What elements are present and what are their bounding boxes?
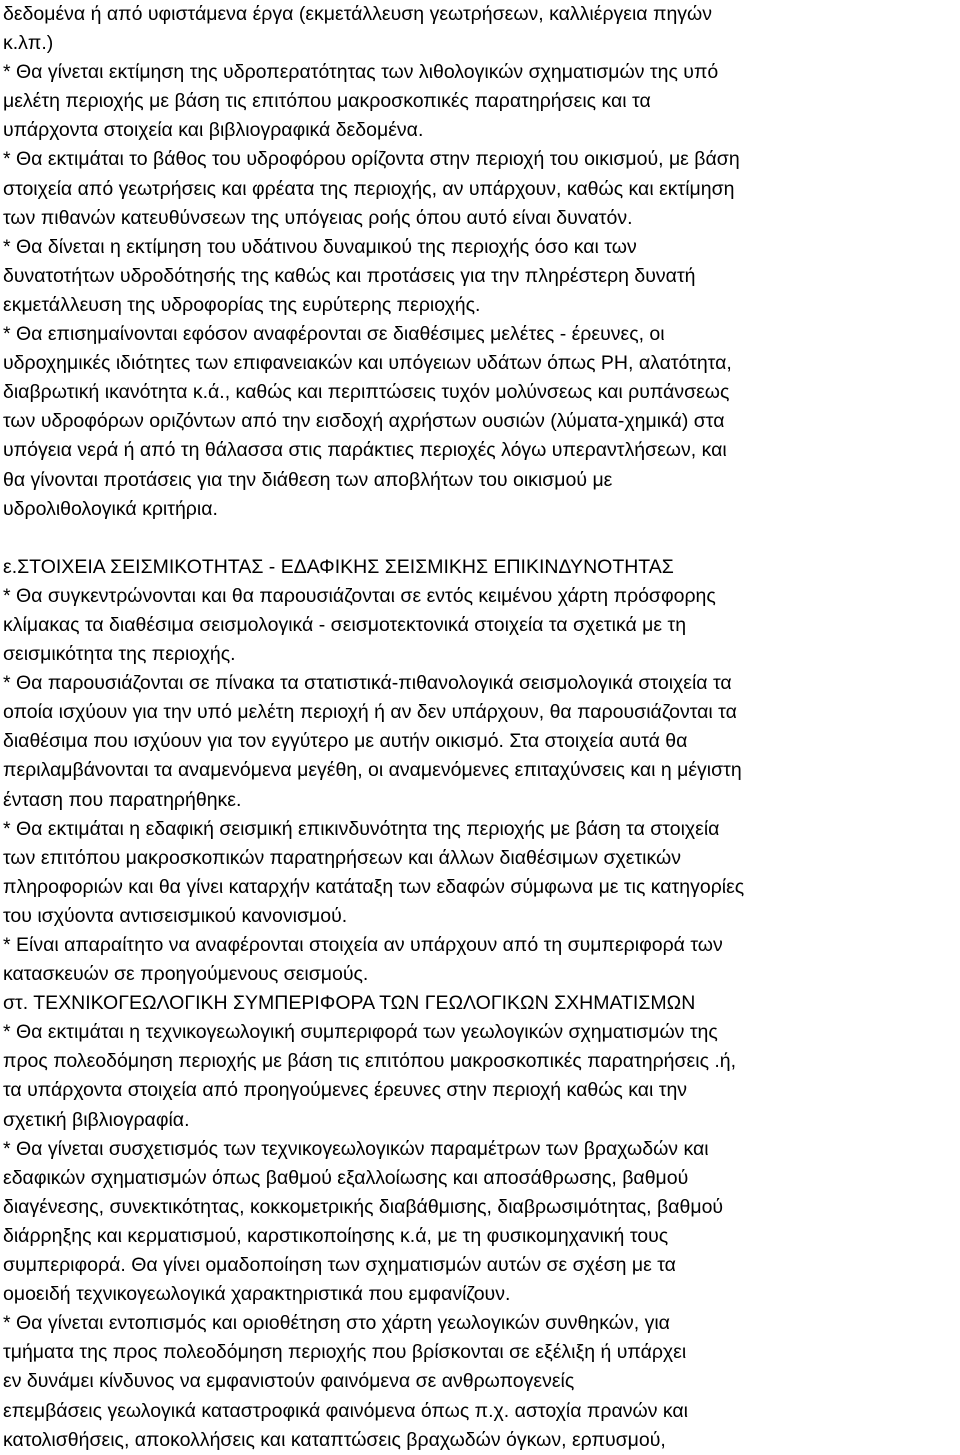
text-line: των επιτόπου μακροσκοπικών παρατηρήσεων και άλλων διαθέσιμων σχετικών bbox=[3, 846, 681, 869]
text-line: * Είναι απαραίτητο να αναφέρονται στοιχεία αν υπάρχουν από τη συμπεριφορά των bbox=[3, 934, 723, 956]
text-line: * Θα γίνεται εντοπισμός και οριοθέτηση στο χάρτη γεωλογικών συνθηκών, για bbox=[3, 1312, 670, 1335]
groundwater-section bbox=[3, 0, 959, 524]
text-line: * Θα παρουσιάζονται σε πίνακα τα στατιστικά-πιθανολογικά σεισμολογικά στοιχεία τα bbox=[3, 672, 732, 695]
seismicity-and-geotechnical-section bbox=[3, 553, 959, 1455]
text-line: των πιθανών κατευθύνσεων της υπόγειας ροής όπου αυτό είναι δυνατόν. bbox=[3, 206, 633, 229]
text-line: ένταση που παρατηρήθηκε. bbox=[3, 788, 242, 811]
text-line: θα γίνονται προτάσεις για την διάθεση των αποβλήτων του οικισμού με bbox=[3, 468, 613, 491]
text-line: κατολισθήσεις, αποκολλήσεις και καταπτώσεις βραχωδών όγκων, ερπυσμού, bbox=[3, 1428, 666, 1451]
text-line: * Θα συγκεντρώνονται και θα παρουσιάζονται σε εντός κειμένου χάρτη πρόσφορης bbox=[3, 584, 716, 607]
text-line: υδροχημικές ιδιότητες των επιφανειακών και υπόγειων υδάτων όπως PH, αλατότητα, bbox=[3, 352, 732, 375]
text-line: στ. ΤΕΧΝΙΚΟΓΕΩΛΟΓΙΚΗ ΣΥΜΠΕΡΙΦΟΡΑ ΤΩΝ ΓΕΩΛΟΓΙΚΩΝ ΣΧΗΜΑΤΙΣΜΩΝ bbox=[3, 992, 696, 1015]
text-line: * Θα επισημαίνονται εφόσον αναφέρονται σε διαθέσιμες μελέτες - έρευνες, οι bbox=[3, 323, 665, 346]
text-line: διαγένεσης, συνεκτικότητας, κοκκομετρικής διαβάθμισης, διαβρωσιμότητας, βαθμού bbox=[3, 1195, 724, 1218]
text-line: επεμβάσεις γεωλογικά καταστροφικά φαινόμενα όπως π.χ. αστοχία πρανών και bbox=[3, 1399, 689, 1422]
text-line: περιλαμβάνονται τα αναμενόμενα μεγέθη, οι αναμενόμενες επιταχύνσεις και η μέγιστη bbox=[3, 759, 742, 782]
text-line: προς πολεοδόμηση περιοχής με βάση τις επιτόπου μακροσκοπικές παρατηρήσεις .ή, bbox=[3, 1050, 737, 1073]
text-line: κατασκευών σε προηγούμενους σεισμούς. bbox=[3, 963, 369, 986]
text-line: * Θα δίνεται η εκτίμηση του υδάτινου δυναμικού της περιοχής όσο και των bbox=[3, 235, 637, 258]
text-line: κ.λπ.) bbox=[3, 32, 54, 55]
text-line: εδαφικών σχηματισμών όπως βαθμού εξαλλοίωσης και αποσάθρωσης, βαθμού bbox=[3, 1166, 689, 1189]
text-line: ε.ΣΤΟΙΧΕΙΑ ΣΕΙΣΜΙΚΟΤΗΤΑΣ - ΕΔΑΦΙΚΗΣ ΣΕΙΣΜΙΚΗΣ ΕΠΙΚΙΝΔΥΝΟΤΗΤΑΣ bbox=[3, 555, 674, 578]
text-line: δεδομένα ή από υφιστάμενα έργα (εκμετάλλευση γεωτρήσεων, καλλιέργεια πηγών bbox=[3, 3, 713, 25]
text-line: διαθέσιμα που ισχύουν για τον εγγύτερο με αυτήν οικισμό. Στα στοιχεία αυτά θα bbox=[3, 730, 688, 753]
text-line: διάρρηξης και κερματισμού, καρστικοποίησης κ.ά, με τη φυσικομηχανική τους bbox=[3, 1224, 669, 1247]
text-line: υπάρχοντα στοιχεία και βιβλιογραφικά δεδομένα. bbox=[3, 119, 424, 142]
text-line: * Θα εκτιμάται η εδαφική σεισμική επικινδυνότητα της περιοχής με βάση τα στοιχεία bbox=[3, 817, 720, 840]
text-line: * Θα εκτιμάται η τεχνικογεωλογική συμπεριφορά των γεωλογικών σχηματισμών της bbox=[3, 1021, 718, 1044]
text-line: τμήματα της προς πολεοδόμηση περιοχής που βρίσκονται σε εξέλιξη ή υπάρχει bbox=[3, 1341, 687, 1364]
text-line: διαβρωτική ικανότητα κ.ά., καθώς και περιπτώσεις τυχόν μολύνσεως και ρυπάνσεως bbox=[3, 381, 730, 404]
text-line: στοιχεία από γεωτρήσεις και φρέατα της περιοχής, αν υπάρχουν, καθώς και εκτίμηση bbox=[3, 177, 735, 200]
text-line: των υδροφόρων οριζόντων από την εισδοχή αχρήστων ουσιών (λύματα-χημικά) στα bbox=[3, 410, 725, 433]
paragraph-gap bbox=[3, 524, 959, 553]
text-line: * Θα γίνεται εκτίμηση της υδροπερατότητας των λιθολογικών σχηματισμών της υπό bbox=[3, 61, 719, 84]
text-line: * Θα γίνεται συσχετισμός των τεχνικογεωλογικών παραμέτρων των βραχωδών και bbox=[3, 1137, 709, 1160]
text-line: του ισχύοντα αντισεισμικού κανονισμού. bbox=[3, 904, 348, 927]
document-page bbox=[3, 0, 959, 1455]
text-line: δυνατοτήτων υδροδότησής της καθώς και προτάσεις για την πληρέστερη δυνατή bbox=[3, 264, 696, 287]
text-line: υπόγεια νερά ή από τη θάλασσα στις παράκτιες περιοχές λόγω υπεραντλήσεων, και bbox=[3, 439, 727, 462]
text-line: τα υπάρχοντα στοιχεία από προηγούμενες έρευνες στην περιοχή καθώς και την bbox=[3, 1079, 688, 1102]
text-line: πληροφοριών και θα γίνει καταρχήν κατάταξη των εδαφών σύμφωνα με τις κατηγορίες bbox=[3, 875, 745, 898]
text-line: σεισμικότητα της περιοχής. bbox=[3, 643, 236, 666]
text-line: εκμετάλλευση της υδροφορίας της ευρύτερης περιοχής. bbox=[3, 293, 481, 316]
text-line: ομοειδή τεχνικογεωλογικά χαρακτηριστικά που εμφανίζουν. bbox=[3, 1283, 511, 1306]
text-line: εν δυνάμει κίνδυνος να εμφανιστούν φαινόμενα σε ανθρωπογενείς bbox=[3, 1370, 575, 1393]
text-line: συμπεριφορά. Θα γίνει ομαδοποίηση των σχηματισμών αυτών σε σχέση με τα bbox=[3, 1254, 676, 1277]
text-line: * Θα εκτιμάται το βάθος του υδροφόρου ορίζοντα στην περιοχή του οικισμού, με βάση bbox=[3, 148, 740, 171]
text-line: μελέτη περιοχής με βάση τις επιτόπου μακροσκοπικές παρατηρήσεις και τα bbox=[3, 90, 651, 113]
text-line: σχετική βιβλιογραφία. bbox=[3, 1108, 190, 1131]
text-line: κλίμακας τα διαθέσιμα σεισμολογικά - σεισμοτεκτονικά στοιχεία τα σχετικά με τη bbox=[3, 613, 687, 636]
text-line: υδρολιθολογικά κριτήρια. bbox=[3, 497, 218, 520]
text-line: οποία ισχύουν για την υπό μελέτη περιοχή ή αν δεν υπάρχουν, θα παρουσιάζονται τα bbox=[3, 701, 737, 724]
